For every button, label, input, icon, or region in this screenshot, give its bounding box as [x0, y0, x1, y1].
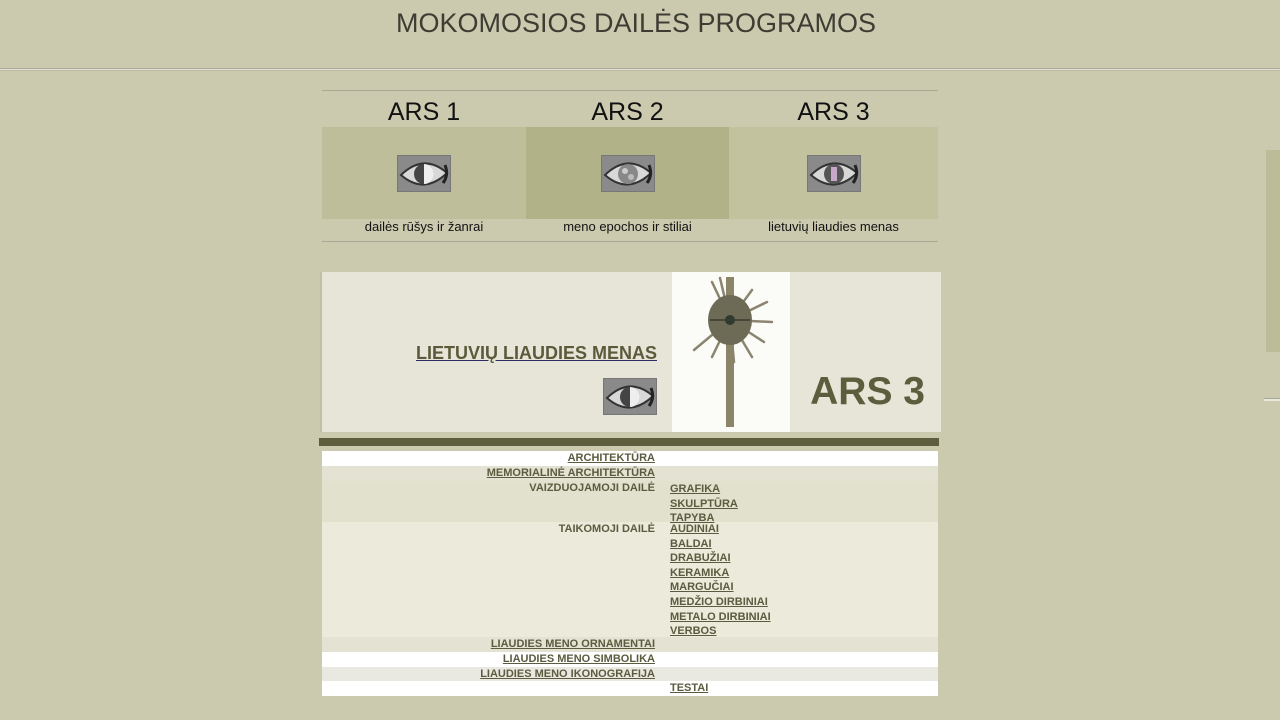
menu-memorialine-architektura[interactable]: MEMORIALINĖ ARCHITEKTŪRA — [486, 467, 655, 479]
section-title-link[interactable]: LIETUVIŲ LIAUDIES MENAS — [415, 343, 657, 363]
header-divider — [0, 68, 1280, 71]
topic-menu — [322, 451, 938, 696]
section-divider — [319, 438, 939, 446]
menu-baldai[interactable]: BALDAI — [670, 537, 712, 550]
ars3-label[interactable]: lietuvių liaudies menas — [768, 219, 899, 234]
ars-section-label: ARS 3 — [810, 370, 925, 413]
sun-cross-image — [672, 272, 790, 432]
menu-margučiai[interactable]: MARGUČIAI — [670, 581, 734, 594]
ars1-label[interactable]: dailės rūšys ir žanrai — [364, 219, 484, 234]
menu-architektura[interactable]: ARCHITEKTŪRA — [567, 452, 655, 464]
eye-icon[interactable] — [807, 155, 861, 192]
menu-ikonografija[interactable]: LIAUDIES MENO IKONOGRAFIJA — [480, 668, 655, 680]
ars3-link[interactable] — [729, 127, 938, 219]
eye-icon[interactable] — [397, 155, 451, 192]
scrollbar-thumb[interactable] — [1266, 150, 1280, 352]
section-banner — [320, 272, 941, 432]
menu-keramika[interactable]: KERAMIKA — [670, 566, 730, 579]
ars2-link[interactable] — [526, 127, 729, 219]
menu-medzio-dirbiniai[interactable]: MEDŽIO DIRBINIAI — [670, 595, 768, 608]
ars3-title[interactable]: ARS 3 — [797, 98, 870, 126]
ars2-title[interactable]: ARS 2 — [591, 98, 664, 126]
menu-metalo-dirbiniai[interactable]: METALO DIRBINIAI — [670, 610, 771, 623]
ars1-title[interactable]: ARS 1 — [387, 98, 461, 126]
scrollbar-marker — [1264, 398, 1280, 401]
menu-testai[interactable]: TESTAI — [670, 682, 709, 694]
menu-grafika[interactable]: GRAFIKA — [670, 483, 721, 495]
ars2-label[interactable]: meno epochos ir stiliai — [563, 219, 692, 234]
eye-icon[interactable] — [603, 378, 657, 415]
menu-simbolika[interactable]: LIAUDIES MENO SIMBOLIKA — [502, 653, 655, 665]
ars1-link[interactable] — [322, 127, 526, 219]
menu-skulptura[interactable]: SKULPTŪRA — [670, 497, 738, 510]
menu-vaizduojamoji-label: VAIZDUOJAMOJI DAILĖ — [529, 482, 655, 494]
menu-tapyba[interactable]: TAPYBA — [670, 512, 715, 525]
menu-drabuziai[interactable]: DRABUŽIAI — [670, 552, 731, 565]
menu-verbos[interactable]: VERBOS — [670, 625, 717, 638]
ars-navigation — [322, 90, 938, 242]
menu-ornamentai[interactable]: LIAUDIES MENO ORNAMENTAI — [490, 638, 655, 650]
menu-taikomoji-label: TAIKOMOJI DAILĖ — [558, 523, 655, 535]
menu-audiniai[interactable]: AUDINIAI — [670, 523, 719, 535]
page-title: MOKOMOSIOS DAILĖS PROGRAMOS — [395, 8, 877, 38]
eye-icon[interactable] — [601, 155, 655, 192]
